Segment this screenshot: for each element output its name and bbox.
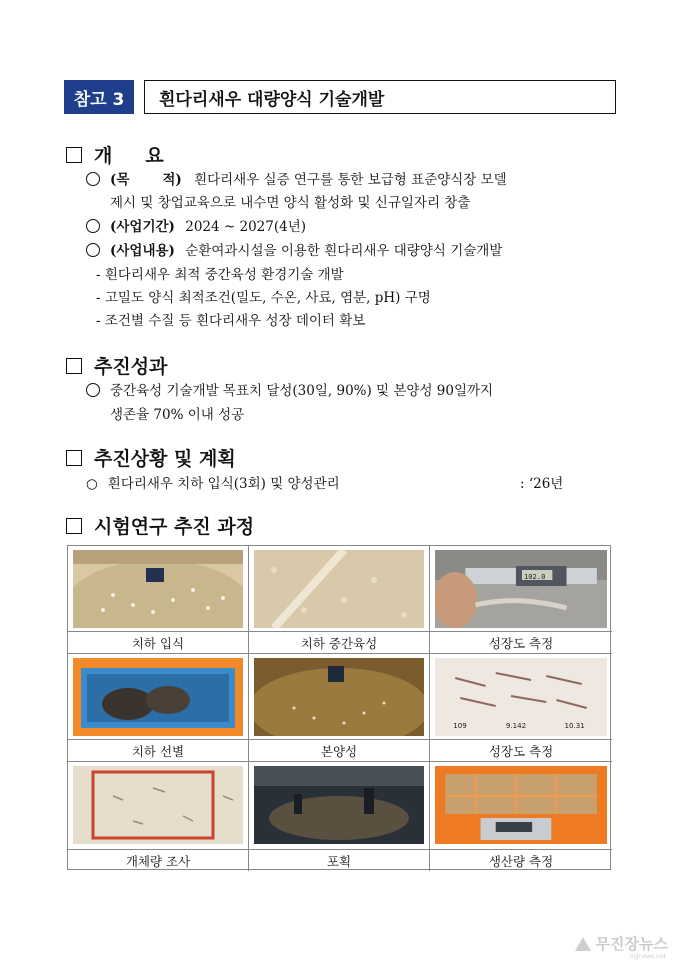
content-line — [86, 241, 502, 261]
checkbox-square-icon — [66, 358, 82, 374]
watermark-text: 무진장뉴스 — [595, 935, 668, 953]
watermark — [574, 933, 668, 954]
caliper-reading: 102.0 — [524, 572, 546, 581]
content-value: 순환여과시설을 이용한 흰다리새우 대량양식 기술개발 — [185, 243, 503, 259]
period-value: 2024 ~ 2027(4년) — [185, 219, 307, 235]
photo-cell — [249, 546, 430, 654]
reference-tag: 참고 3 — [64, 80, 134, 114]
section-overview-heading — [66, 141, 164, 168]
photo-cell — [68, 654, 249, 762]
measure-label: 10.31 — [564, 721, 585, 730]
subitem: - 흰다리새우 최적 중간육성 환경기술 개발 — [96, 267, 344, 283]
photo-production-measure — [435, 766, 607, 844]
section-title: 추진성과 — [94, 356, 168, 378]
photo-caption: 치하 입식 — [68, 631, 248, 653]
photo-caption: 치하 선별 — [68, 739, 248, 761]
purpose-line — [86, 170, 507, 190]
photo-sorting — [73, 658, 243, 736]
photo-harvest — [254, 766, 424, 844]
photo-cell — [68, 762, 249, 871]
photo-growth-measure-1 — [435, 550, 607, 628]
status-text: 흰다리새우 치하 입식(3회) 및 양성관리 — [107, 476, 340, 492]
status-date: : ‘26년 — [520, 476, 564, 492]
section-status-heading — [66, 444, 236, 471]
period-label: (사업기간) — [110, 219, 175, 235]
photo-cell — [68, 546, 249, 654]
checkbox-square-icon — [66, 450, 82, 466]
photo-cell — [430, 546, 612, 654]
section-title: 추진상황 및 계획 — [94, 448, 236, 470]
circle-bullet-icon — [86, 219, 100, 233]
checkbox-square-icon — [66, 147, 82, 163]
measure-label: 9.142 — [505, 721, 527, 730]
circle-bullet-icon — [86, 243, 100, 257]
purpose-label: (목 적) — [110, 172, 182, 188]
status-line — [86, 474, 340, 494]
photo-cell — [249, 654, 430, 762]
watermark-subtext: mjjnews.net — [629, 953, 666, 960]
circle-bullet-icon — [86, 172, 100, 186]
results-text: 중간육성 기술개발 목표치 달성(30일, 90%) 및 본양성 90일까지 — [110, 383, 494, 399]
section-results-heading — [66, 352, 167, 379]
status-bullet: ○ — [86, 476, 98, 492]
section-research-heading — [66, 512, 254, 539]
checkbox-square-icon — [66, 518, 82, 534]
photo-population-survey — [73, 766, 243, 844]
section-title: 개 요 — [94, 145, 164, 167]
photo-caption: 포획 — [249, 849, 429, 871]
subitem: - 조건별 수질 등 흰다리새우 성장 데이터 확보 — [96, 313, 366, 329]
photo-cell — [430, 762, 612, 871]
title-bar — [64, 80, 616, 114]
purpose-line-2: 제시 및 창업교육으로 내수면 양식 활성화 및 신규일자리 창출 — [110, 195, 471, 211]
circle-bullet-icon — [86, 383, 100, 397]
watermark-logo-icon — [574, 936, 592, 952]
photo-caption: 성장도 측정 — [430, 739, 612, 761]
section-title: 시험연구 추진 과정 — [94, 516, 255, 538]
photo-grow-out — [254, 658, 424, 736]
photo-caption: 성장도 측정 — [430, 631, 612, 653]
photo-stocking — [73, 550, 243, 628]
results-line-2: 생존율 70% 이내 성공 — [110, 407, 245, 423]
photo-cell — [249, 762, 430, 871]
measure-label: 109 — [453, 721, 467, 730]
page-title: 흰다리새우 대량양식 기술개발 — [144, 80, 616, 114]
period-line — [86, 217, 306, 237]
results-line — [86, 381, 493, 401]
content-label: (사업내용) — [110, 243, 175, 259]
photo-growth-measure-2 — [435, 658, 607, 736]
purpose-text: 흰다리새우 실증 연구를 통한 보급형 표준양식장 모델 — [194, 172, 507, 188]
photo-caption: 개체량 조사 — [68, 849, 248, 871]
photo-cell — [430, 654, 612, 762]
photo-caption: 생산량 측정 — [430, 849, 612, 871]
photo-caption: 치하 중간육성 — [249, 631, 429, 653]
photo-nursery — [254, 550, 424, 628]
photo-caption: 본양성 — [249, 739, 429, 761]
subitem: - 고밀도 양식 최적조건(밀도, 수온, 사료, 염분, pH) 구명 — [96, 290, 431, 306]
photo-grid — [67, 545, 611, 870]
